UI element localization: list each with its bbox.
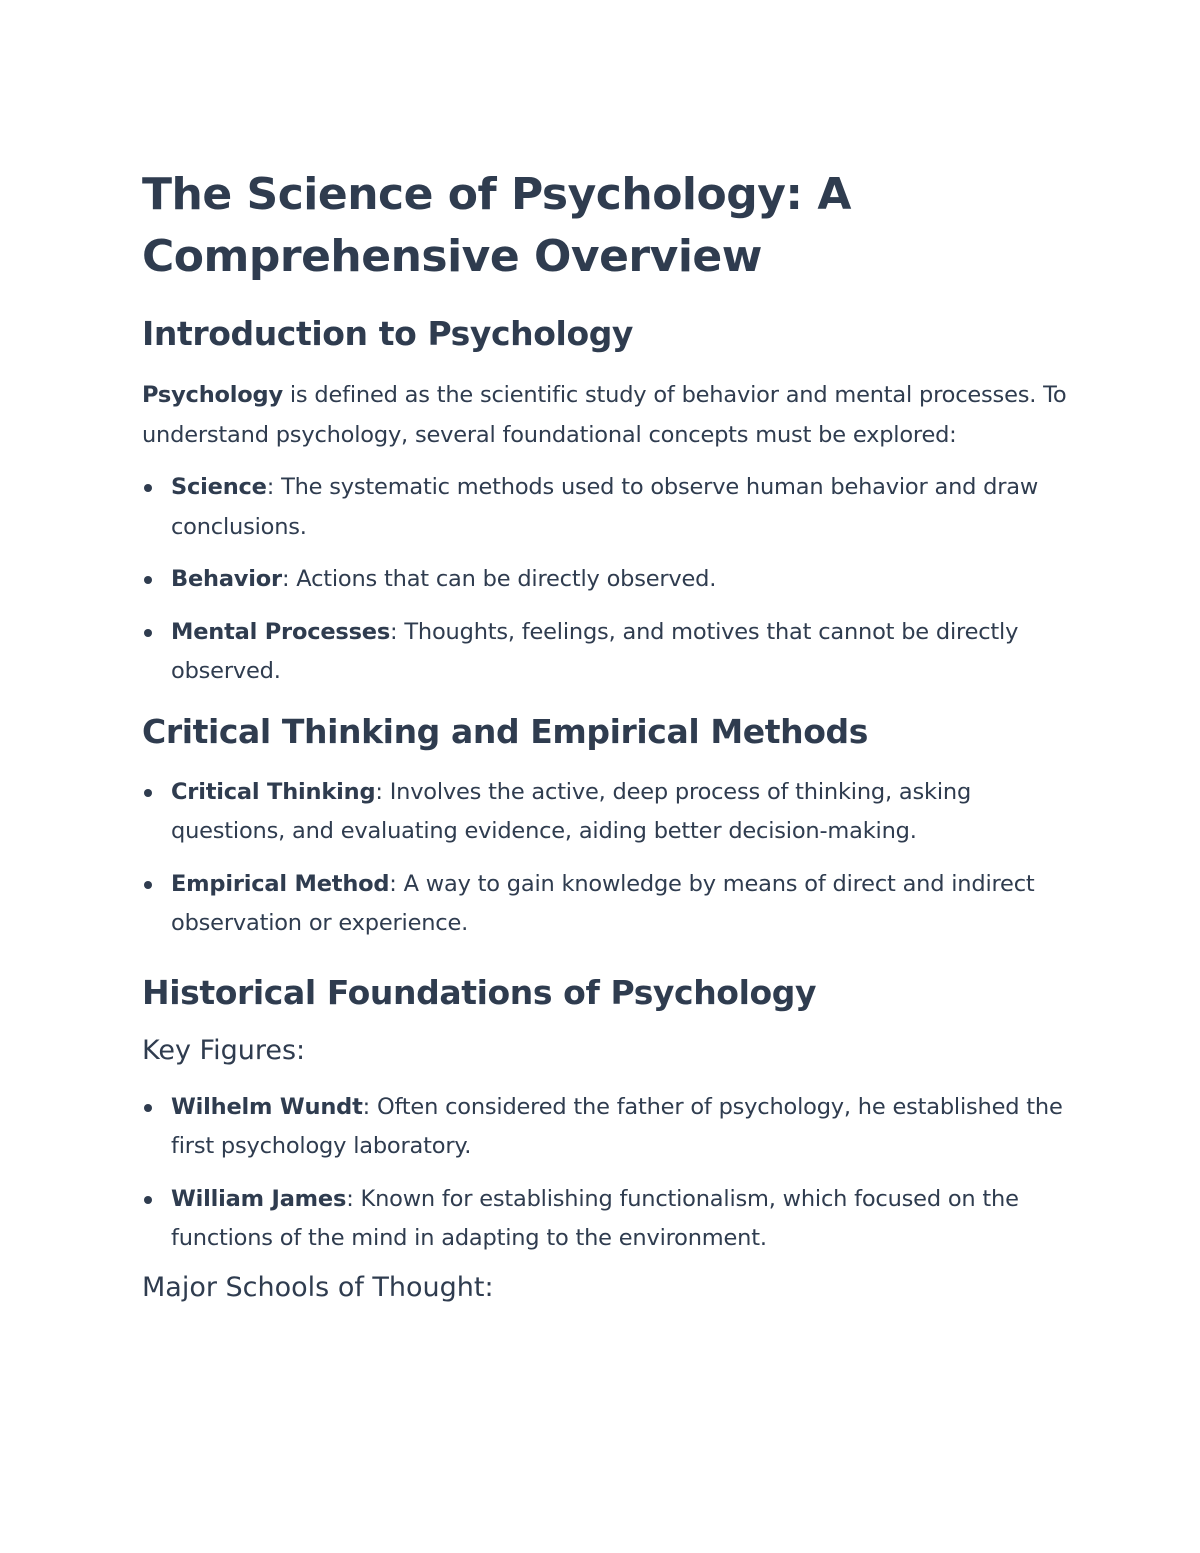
- list-item-term: Behavior: [171, 566, 282, 592]
- critical-thinking-list: [142, 773, 1072, 944]
- list-item-text: : Often considered the father of psychology, he established the first psychology laboratory.: [171, 1093, 1063, 1159]
- key-figures-list: [142, 1088, 1072, 1259]
- bullet-icon: [144, 629, 152, 637]
- bullet-icon: [144, 1104, 152, 1112]
- list-item-term: Critical Thinking: [171, 778, 376, 805]
- list-item-term: William James: [171, 1185, 347, 1212]
- bullet-icon: [144, 576, 152, 584]
- list-item-term: Empirical Method: [171, 870, 390, 897]
- list-item-term: Mental Processes: [171, 618, 391, 645]
- bullet-icon: [144, 789, 152, 797]
- list-item: [142, 865, 1072, 944]
- intro-concept-list: [142, 468, 1072, 692]
- list-item-text: : Actions that can be directly observed.: [281, 566, 717, 592]
- list-item-text: : A way to gain knowledge by means of direct and indirect observation or experience.: [171, 870, 1035, 936]
- list-item: [142, 1180, 1072, 1259]
- list-item: [142, 613, 1072, 692]
- bullet-icon: [144, 881, 152, 889]
- intro-paragraph: [142, 376, 1072, 455]
- list-item: [142, 1088, 1072, 1167]
- intro-text: is defined as the scientific study of behavior and mental processes. To understand psychology, several foundational concepts must be explored:: [142, 382, 1067, 448]
- list-item: [142, 560, 1072, 600]
- intro-term: Psychology: [142, 382, 283, 408]
- list-item-text: : The systematic methods used to observe human behavior and draw conclusions.: [171, 474, 1039, 540]
- list-item: [142, 468, 1072, 547]
- bullet-icon: [144, 484, 152, 492]
- list-item-text: : Thoughts, feelings, and motives that cannot be directly observed.: [171, 618, 1019, 684]
- subheading-major-schools: Major Schools of Thought:: [142, 1271, 494, 1303]
- list-item-term: Science: [171, 474, 267, 500]
- document-page: [142, 164, 1072, 1307]
- section-heading-historical-foundations: Historical Foundations of Psychology: [142, 972, 817, 1012]
- document-title: The Science of Psychology: A Comprehensive Overview: [142, 169, 851, 282]
- subheading-key-figures: Key Figures:: [142, 1034, 306, 1066]
- list-item: [142, 773, 1072, 852]
- list-item-text: : Known for establishing functionalism, which focused on the functions of the mind in adapting to the environment.: [171, 1185, 1019, 1251]
- list-item-term: Wilhelm Wundt: [171, 1093, 363, 1120]
- list-item-text: : Involves the active, deep process of thinking, asking questions, and evaluating evidence, aiding better decision-making.: [171, 778, 972, 844]
- section-heading-introduction: Introduction to Psychology: [142, 314, 634, 353]
- section-heading-critical-thinking: Critical Thinking and Empirical Methods: [142, 711, 868, 751]
- bullet-icon: [144, 1196, 152, 1204]
